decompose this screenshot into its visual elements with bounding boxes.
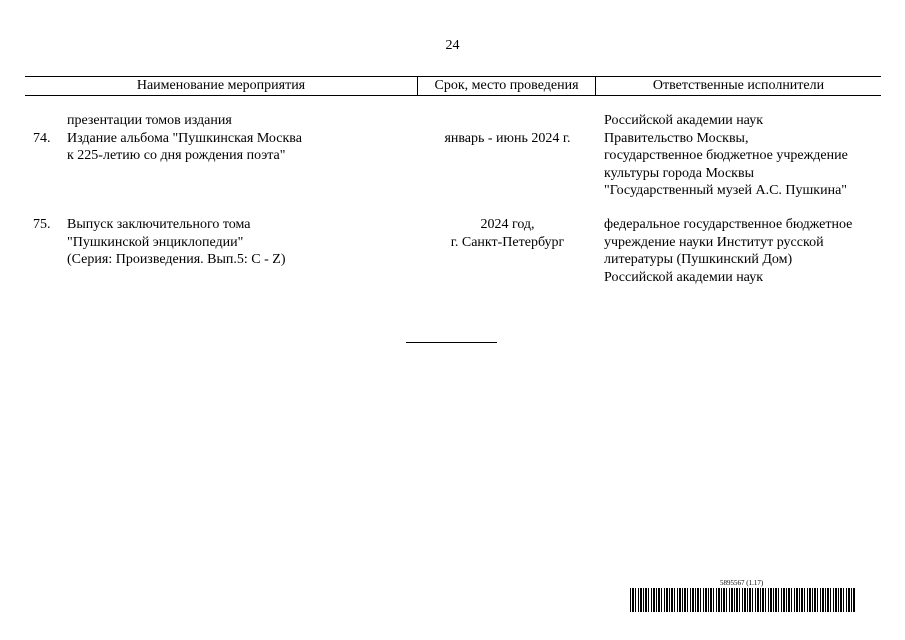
event-name: Издание альбома "Пушкинская Москва к 225-летию со дня рождения поэта" [67,130,302,163]
page-number: 24 [445,38,460,53]
header-event-name: Наименование мероприятия [25,77,418,95]
event-name: презентации томов издания [67,113,232,128]
event-name: Выпуск заключительного тома "Пушкинской энциклопедии" (Серия: Произведения. Вып.5: С - Z) [67,217,286,267]
row-number: 74. [33,130,51,146]
header-term-place: Срок, место проведения [418,77,596,95]
term-place: январь - июнь 2024 г. [444,130,571,146]
responsible: федеральное государственное бюджетное учреждение науки Институт русской литературы (Пушкинский Дом) Российской академии наук [604,217,853,285]
end-separator-line [406,342,497,343]
responsible: Российской академии наук [604,113,763,128]
row-number: 75. [33,217,51,232]
header-responsible: Ответственные исполнители [652,78,825,93]
barcode [630,588,856,612]
barcode-code: 5895567 (1.17) [720,579,764,587]
term-place: 2024 год, г. Санкт-Петербург [450,217,565,250]
table-header [25,76,881,96]
responsible: Правительство Москвы, государственное бюджетное учреждение культуры города Москвы "Государственный музей А.С. Пушкина" [604,130,848,198]
